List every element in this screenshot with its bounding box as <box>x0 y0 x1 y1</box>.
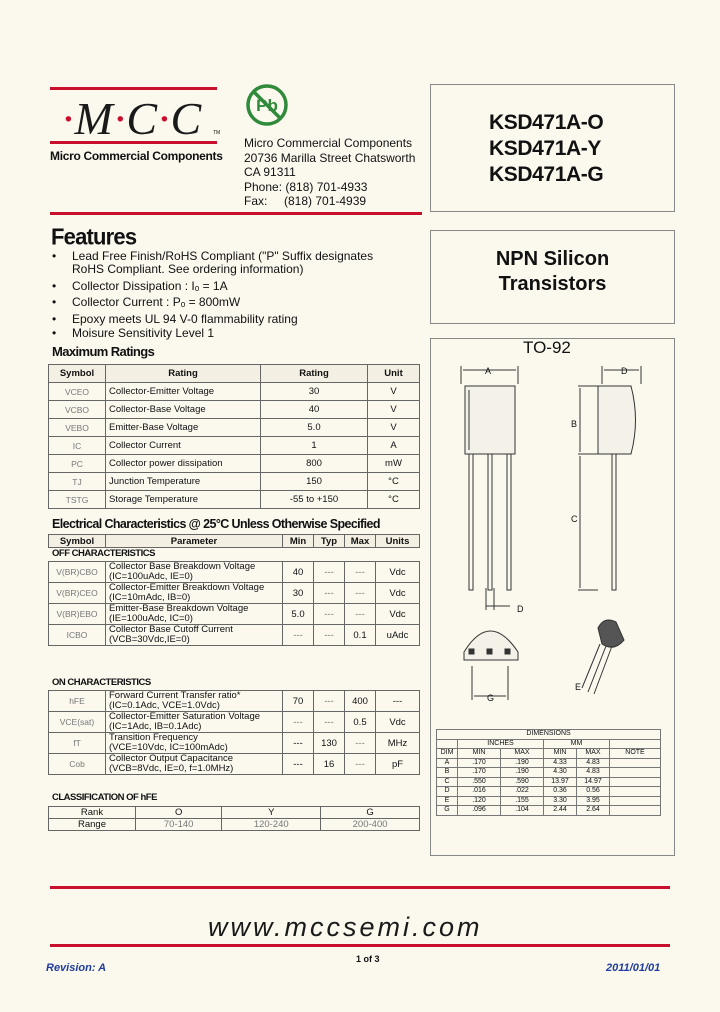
elec-char-header-table <box>48 534 420 548</box>
part-number: KSD471A-Y <box>489 137 601 160</box>
pb-free-icon <box>244 82 290 128</box>
revision-date: 2011/01/01 <box>606 962 661 974</box>
part-number: KSD471A-O <box>489 111 604 134</box>
table-row: PC Collector power dissipation 800 mW <box>49 455 420 473</box>
table-row: TSTG Storage Temperature -55 to +150 °C <box>49 491 420 509</box>
footer-rule-bottom <box>50 944 670 947</box>
table-row: Range 70-140 120-240 200-400 <box>49 819 420 831</box>
dim-label-d-top: D <box>621 366 628 376</box>
max-ratings-table <box>48 364 420 509</box>
table-row: V(BR)CEO Collector-Emitter Breakdown Voltage (IC=10mAdc, IB=0) 30 --- --- Vdc <box>49 583 420 604</box>
classification-table <box>48 806 420 831</box>
company-address: Micro Commercial Components 20736 Marilla Street Chatsworth CA 91311 Phone: (818) 701-4933 Fax: (818) 701-4939 <box>244 136 416 208</box>
feature-item: RoHS Compliant. See ordering information) <box>72 262 304 276</box>
max-ratings-title: Maximum Ratings <box>52 344 155 359</box>
footer-rule-top <box>50 886 670 889</box>
feature-item: • Collector Current : Pₒ = 800mW <box>52 295 241 309</box>
on-char-title: ON CHARACTERISTICS <box>52 677 151 688</box>
table-row: fT Transition Frequency (VCE=10Vdc, IC=100mAdc) --- 130 --- MHz <box>49 733 420 754</box>
trademark: TM <box>213 130 221 136</box>
table-header-row: Symbol Parameter Min Typ Max Units <box>49 535 420 548</box>
header-rule-long <box>50 212 422 215</box>
dim-label-c: C <box>571 514 578 524</box>
dim-label-a: A <box>485 366 492 376</box>
table-row: VCE(sat) Collector-Emitter Saturation Voltage (IC=1Adc, IB=0.1Adc) --- --- 0.5 Vdc <box>49 712 420 733</box>
page-number: 1 of 3 <box>356 954 380 964</box>
table-row: E .120 .155 3.30 3.95 <box>437 796 661 806</box>
table-row: D .016 .022 0.36 0.56 <box>437 787 661 797</box>
table-row: A .170 .190 4.33 4.83 <box>437 758 661 768</box>
to92-drawing <box>430 360 673 720</box>
table-row: VEBO Emitter-Base Voltage 5.0 V <box>49 419 420 437</box>
feature-item: • Moisure Sensitivity Level 1 <box>52 326 215 340</box>
on-char-table <box>48 690 420 775</box>
off-char-table <box>48 561 420 646</box>
table-row: V(BR)EBO Emitter-Base Breakdown Voltage (IE=100uAdc, IC=0) 5.0 --- --- Vdc <box>49 604 420 625</box>
table-row: V(BR)CBO Collector Base Breakdown Voltage (IC=100uAdc, IE=0) 40 --- --- Vdc <box>49 562 420 583</box>
elec-char-title: Electrical Characteristics @ 25°C Unless Otherwise Specified <box>52 517 380 531</box>
feature-item: • Lead Free Finish/RoHS Compliant ("P" Suffix designates <box>52 249 374 263</box>
classification-title: CLASSIFICATION OF hFE <box>52 792 157 803</box>
table-row: hFE Forward Current Transfer ratio* (IC=0.1Adc, VCE=1.0Vdc) 70 --- 400 --- <box>49 691 420 712</box>
part-number: KSD471A-G <box>489 163 604 186</box>
dim-label-g: G <box>487 693 495 703</box>
features-title: Features <box>51 223 137 250</box>
feature-item: • Collector Dissipation : Iₒ = 1A <box>52 279 228 293</box>
dim-label-e: E <box>575 682 582 692</box>
table-row: VCEO Collector-Emitter Voltage 30 V <box>49 383 420 401</box>
device-type-box: NPN Silicon Transistors <box>430 230 675 324</box>
dimensions-table <box>436 729 661 816</box>
table-header-row: Symbol Rating Rating Unit <box>49 365 420 383</box>
dim-label-d: D <box>517 604 524 614</box>
off-char-title: OFF CHARACTERISTICS <box>52 548 155 559</box>
pb-text: Pb <box>256 96 278 115</box>
table-row: DIM MIN MAX MIN MAX NOTE <box>437 749 661 759</box>
part-number-box <box>430 84 675 212</box>
mcc-logo: ·M·C·C <box>62 93 203 144</box>
table-row: Cob Collector Output Capacitance (VCB=8Vdc, IE=0, f=1.0MHz) --- 16 --- pF <box>49 754 420 775</box>
table-row: ICBO Collector Base Cutoff Current (VCB=30Vdc,IE=0) --- --- 0.1 uAdc <box>49 625 420 646</box>
table-row: TJ Junction Temperature 150 °C <box>49 473 420 491</box>
table-row: Rank O Y G <box>49 807 420 819</box>
logo-subtitle: Micro Commercial Components <box>50 149 223 163</box>
package-name: TO-92 <box>523 338 571 357</box>
table-row: G .096 .104 2.44 2.64 <box>437 806 661 816</box>
feature-item: • Epoxy meets UL 94 V-0 flammability rating <box>52 312 298 326</box>
dim-label-b: B <box>571 419 578 429</box>
table-row: INCHES MM <box>437 739 661 749</box>
table-row: B .170 .190 4.30 4.83 <box>437 768 661 778</box>
footer-url[interactable]: www.mccsemi.com <box>208 912 483 942</box>
table-row: DIMENSIONS <box>437 730 661 740</box>
table-row: IC Collector Current 1 A <box>49 437 420 455</box>
header-rule-top <box>50 87 217 90</box>
table-row: C .550 .590 13.97 14.97 <box>437 777 661 787</box>
table-row: VCBO Collector-Base Voltage 40 V <box>49 401 420 419</box>
revision-label: Revision: A <box>46 962 107 974</box>
